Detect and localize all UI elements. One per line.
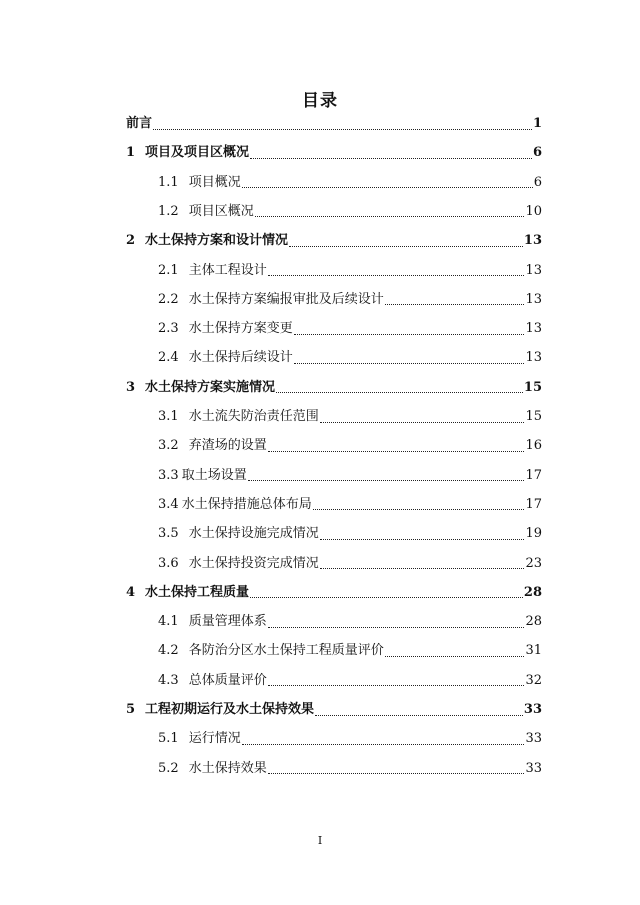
toc-dot-leader [268,627,525,628]
toc-dot-leader [385,304,525,305]
toc-dot-leader [294,334,525,335]
toc-entry-title: 项目概况 [188,174,241,190]
toc-entry-number: 5.1 [158,731,179,747]
toc-entry-page: 28 [523,584,542,600]
toc-section-entry[interactable] [158,260,542,282]
toc-entry-page: 13 [525,350,542,366]
toc-entry-number: 4.3 [158,672,179,688]
toc-entry-page: 32 [525,672,542,688]
toc-section-entry[interactable] [158,640,542,662]
toc-entry-page: 13 [525,291,542,307]
toc-chapter-entry[interactable] [126,699,542,721]
toc-entry-title: 水土保持方案和设计情况 [145,233,289,249]
toc-section-entry[interactable] [158,289,542,311]
toc-section-entry[interactable] [158,553,542,575]
toc-dot-leader [248,480,525,481]
toc-entry-page: 33 [523,702,542,717]
toc-entry-number: 5 [126,702,136,717]
toc-section-entry[interactable] [158,318,542,340]
toc-entry-page: 10 [525,203,542,219]
toc-section-entry[interactable] [158,523,542,545]
toc-dot-leader [320,539,525,540]
toc-entry-title: 水土保持后续设计 [188,350,293,366]
toc-entry-title: 水土保持工程质量 [145,584,250,600]
toc-entry-number: 3.4 [158,496,179,512]
toc-entry-title: 弃渣场的设置 [188,438,267,454]
toc-entry-page: 33 [525,731,542,747]
toc-entry-page: 31 [525,643,542,659]
toc-dot-leader [268,451,525,452]
toc-entry-number: 2.3 [158,321,179,337]
toc-dot-leader [242,744,525,745]
toc-entry-page: 17 [525,496,542,512]
toc-entry-title: 各防治分区水土保持工程质量评价 [188,643,384,659]
toc-entry-page: 16 [525,438,542,454]
toc-chapter-entry[interactable] [126,582,542,604]
toc-entry-page: 17 [525,467,542,483]
toc-title: 目录 [302,91,338,111]
toc-section-entry[interactable] [158,494,542,516]
toc-entry-title: 水土保持方案实施情况 [145,379,276,395]
toc-entry-number: 2.1 [158,262,179,278]
toc-entry-page: 28 [525,614,542,630]
toc-dot-leader [268,773,525,774]
toc-dot-leader [242,187,533,188]
toc-chapter-entry[interactable] [126,377,542,399]
toc-entry-page: 33 [525,760,542,776]
toc-entry-number: 4 [126,584,136,600]
toc-section-entry[interactable] [158,347,542,369]
toc-entry-page: 19 [525,526,542,542]
toc-section-entry[interactable] [158,465,542,487]
toc-section-entry[interactable] [158,406,542,428]
toc-dot-leader [320,422,525,423]
toc-section-entry[interactable] [158,611,542,633]
toc-dot-leader [268,685,525,686]
toc-entry-page: 6 [532,145,542,161]
toc-section-entry[interactable] [158,435,542,457]
toc-dot-leader [153,129,532,130]
toc-entry-title: 水土保持设施完成情况 [188,526,319,542]
toc-entry-title: 项目区概况 [188,203,254,219]
toc-dot-leader [255,216,525,217]
toc-dot-leader [268,275,525,276]
toc-entry-page: 15 [523,379,542,395]
toc-dot-leader [320,568,525,569]
toc-entry-title: 取土场设置 [181,467,247,483]
toc-entry-number: 3 [126,379,136,395]
page-number: I [317,834,323,847]
toc-entry-number: 2.4 [158,350,179,366]
toc-entry-title: 前言 [126,116,153,131]
toc-chapter-entry[interactable] [126,142,542,164]
toc-entry-number: 3.6 [158,555,179,571]
toc-section-entry[interactable] [158,172,542,194]
toc-entry-number: 3.3 [158,467,179,483]
toc-entry-title: 水土保持措施总体布局 [181,496,312,512]
toc-section-entry[interactable] [158,728,542,750]
toc-entry-number: 4.2 [158,643,179,659]
toc-dot-leader [385,656,525,657]
toc-entry-title: 主体工程设计 [188,262,267,278]
toc-entry-number: 3.2 [158,438,179,454]
toc-entry-number: 3.5 [158,526,179,542]
toc-dot-leader [315,715,523,716]
toc-dot-leader [289,246,523,247]
toc-chapter-entry[interactable] [126,230,542,252]
toc-entry-title: 项目及项目区概况 [145,145,250,161]
toc-entry-page: 23 [525,555,542,571]
toc-entry-title: 工程初期运行及水土保持效果 [145,702,315,717]
toc-section-entry[interactable] [158,670,542,692]
toc-entry-number: 2.2 [158,291,179,307]
toc-entry-number: 1 [126,145,136,161]
toc-dot-leader [250,158,532,159]
toc-entry-number: 1.1 [158,174,179,190]
toc-entry-number: 3.1 [158,409,179,424]
toc-entry-number: 1.2 [158,203,179,219]
toc-section-entry[interactable] [158,201,542,223]
toc-entry-page: 13 [525,262,542,278]
toc-section-entry[interactable] [158,758,542,780]
toc-entry-page: 6 [533,174,542,190]
toc-entry-title: 运行情况 [188,731,241,747]
toc-dot-leader [313,509,525,510]
toc-chapter-entry[interactable] [126,113,542,135]
toc-entry-title: 水土保持方案编报审批及后续设计 [188,291,384,307]
toc-entry-title: 总体质量评价 [188,672,267,688]
toc-entry-page: 1 [532,116,542,131]
toc-entry-title: 质量管理体系 [188,614,267,630]
toc-entry-title: 水土流失防治责任范围 [188,409,319,424]
toc-entry-page: 13 [525,321,542,337]
toc-dot-leader [250,597,523,598]
toc-dot-leader [294,363,525,364]
toc-entry-page: 13 [523,233,542,249]
toc-entry-title: 水土保持投资完成情况 [188,555,319,571]
toc-entry-number: 5.2 [158,760,179,776]
toc-entry-title: 水土保持效果 [188,760,267,776]
toc-entry-title: 水土保持方案变更 [188,321,293,337]
toc-dot-leader [276,392,523,393]
toc-entry-number: 4.1 [158,614,179,630]
toc-entry-number: 2 [126,233,136,249]
toc-entry-page: 15 [525,409,542,424]
